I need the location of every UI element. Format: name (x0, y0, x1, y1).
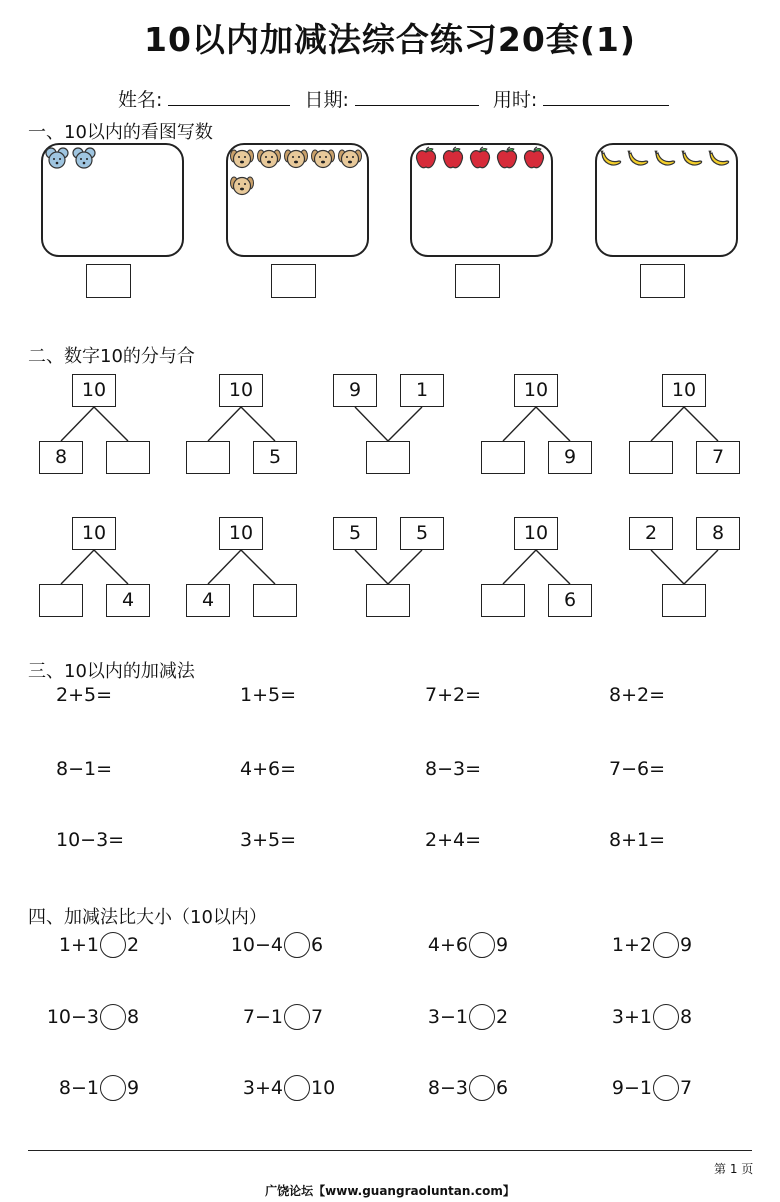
bond-line (241, 407, 275, 441)
comparison-left: 10−4 (230, 934, 283, 956)
bond-number-box: 1 (400, 374, 444, 407)
bond-number-box: 7 (696, 441, 740, 474)
equation[interactable]: 4+6= (240, 758, 297, 780)
equation[interactable]: 8−3= (425, 758, 482, 780)
bond-answer-box[interactable] (366, 441, 410, 474)
comparison-answer-circle[interactable] (284, 1004, 310, 1030)
bond-line (503, 407, 536, 441)
bond-answer-box[interactable] (481, 441, 525, 474)
comparison-right: 9 (496, 934, 509, 956)
equation[interactable]: 8+1= (609, 829, 666, 851)
bond-number-box: 5 (400, 517, 444, 550)
bond-line (388, 550, 422, 584)
date-label: 日期: (304, 89, 349, 111)
section-4-heading: 四、加减法比大小（10以内） (28, 907, 267, 928)
bond-line (503, 550, 536, 584)
comparison-answer-circle[interactable] (284, 1075, 310, 1101)
bond-line (61, 550, 94, 584)
comparison-left: 1+2 (611, 934, 652, 956)
comparison-right: 10 (311, 1077, 336, 1099)
comparison-right: 7 (311, 1006, 324, 1028)
equation[interactable]: 8+2= (609, 684, 666, 706)
equation[interactable]: 7−6= (609, 758, 666, 780)
bond-line (94, 550, 128, 584)
comparison-left: 1+1 (58, 934, 99, 956)
bond-answer-box[interactable] (106, 441, 150, 474)
equation[interactable]: 2+4= (425, 829, 482, 851)
bond-number-box: 10 (72, 517, 116, 550)
comparison-item (506, 1075, 780, 1101)
comparison-left: 9−1 (611, 1077, 652, 1099)
comparison-answer-circle[interactable] (469, 1004, 495, 1030)
comparison-left: 3+4 (242, 1077, 283, 1099)
comparison-left: 3+1 (611, 1006, 652, 1028)
page-number: 第 1 页 (714, 1162, 754, 1176)
comparison-right: 9 (680, 934, 693, 956)
equation[interactable]: 1+5= (240, 684, 297, 706)
bond-line (388, 407, 422, 441)
bond-number-box: 4 (106, 584, 150, 617)
comparison-left: 3−1 (427, 1006, 468, 1028)
name-label: 姓名: (118, 89, 163, 111)
comparison-answer-circle[interactable] (653, 932, 679, 958)
time-label: 用时: (492, 89, 538, 111)
comparison-left: 8−3 (427, 1077, 468, 1099)
bond-answer-box[interactable] (481, 584, 525, 617)
bond-answer-box[interactable] (662, 584, 706, 617)
bond-line (651, 407, 684, 441)
bond-number-box: 10 (514, 374, 558, 407)
comparison-item (506, 932, 780, 958)
comparison-left: 8−1 (58, 1077, 99, 1099)
comparison-right: 6 (311, 934, 324, 956)
equation[interactable]: 3+5= (240, 829, 297, 851)
bond-line (208, 550, 241, 584)
bond-line (355, 550, 388, 584)
comparison-left: 4+6 (427, 934, 468, 956)
footer-divider (28, 1150, 752, 1151)
comparison-right: 9 (127, 1077, 140, 1099)
bond-number-box: 6 (548, 584, 592, 617)
comparison-right: 2 (496, 1006, 509, 1028)
comparison-answer-circle[interactable] (100, 1075, 126, 1101)
comparison-item (506, 1004, 780, 1030)
bond-line (355, 407, 388, 441)
bond-number-box: 4 (186, 584, 230, 617)
bond-number-box: 10 (72, 374, 116, 407)
footer-site: 广饶论坛【www.guangraoluntan.com】 (265, 1184, 515, 1198)
equation[interactable]: 2+5= (56, 684, 113, 706)
comparison-answer-circle[interactable] (653, 1004, 679, 1030)
page-title: 10以内加减法综合练习20套(1) (144, 20, 636, 59)
bond-answer-box[interactable] (39, 584, 83, 617)
equation[interactable]: 10−3= (56, 829, 125, 851)
comparison-right: 8 (680, 1006, 693, 1028)
comparison-answer-circle[interactable] (469, 932, 495, 958)
comparison-answer-circle[interactable] (469, 1075, 495, 1101)
bond-number-box: 2 (629, 517, 673, 550)
bond-answer-box[interactable] (629, 441, 673, 474)
bond-line (208, 407, 241, 441)
comparison-right: 2 (127, 934, 140, 956)
bond-answer-box[interactable] (253, 584, 297, 617)
bond-line (94, 407, 128, 441)
comparison-right: 6 (496, 1077, 509, 1099)
bond-line (536, 407, 570, 441)
bond-line (61, 407, 94, 441)
equation[interactable]: 8−1= (56, 758, 113, 780)
bond-answer-box[interactable] (366, 584, 410, 617)
bond-answer-box[interactable] (186, 441, 230, 474)
section-1-heading: 一、10以内的看图写数 (28, 122, 213, 143)
equation[interactable]: 7+2= (425, 684, 482, 706)
comparison-right: 8 (127, 1006, 140, 1028)
bond-number-box: 8 (39, 441, 83, 474)
bond-number-box: 10 (514, 517, 558, 550)
bond-number-box: 10 (219, 374, 263, 407)
bond-line (684, 407, 718, 441)
comparison-answer-circle[interactable] (653, 1075, 679, 1101)
comparison-left: 10−3 (46, 1006, 99, 1028)
comparison-right: 7 (680, 1077, 693, 1099)
comparison-left: 7−1 (242, 1006, 283, 1028)
bond-number-box: 5 (253, 441, 297, 474)
bond-number-box: 10 (662, 374, 706, 407)
bond-number-box: 10 (219, 517, 263, 550)
bond-line (684, 550, 718, 584)
bond-number-box: 9 (333, 374, 377, 407)
comparison-answer-circle[interactable] (100, 932, 126, 958)
section-2-heading: 二、数字10的分与合 (28, 346, 195, 367)
bond-number-box: 5 (333, 517, 377, 550)
bond-line (651, 550, 684, 584)
bond-line (536, 550, 570, 584)
bond-line (241, 550, 275, 584)
comparison-answer-circle[interactable] (284, 932, 310, 958)
section-3-heading: 三、10以内的加减法 (28, 661, 195, 682)
bond-number-box: 8 (696, 517, 740, 550)
comparison-answer-circle[interactable] (100, 1004, 126, 1030)
bond-number-box: 9 (548, 441, 592, 474)
